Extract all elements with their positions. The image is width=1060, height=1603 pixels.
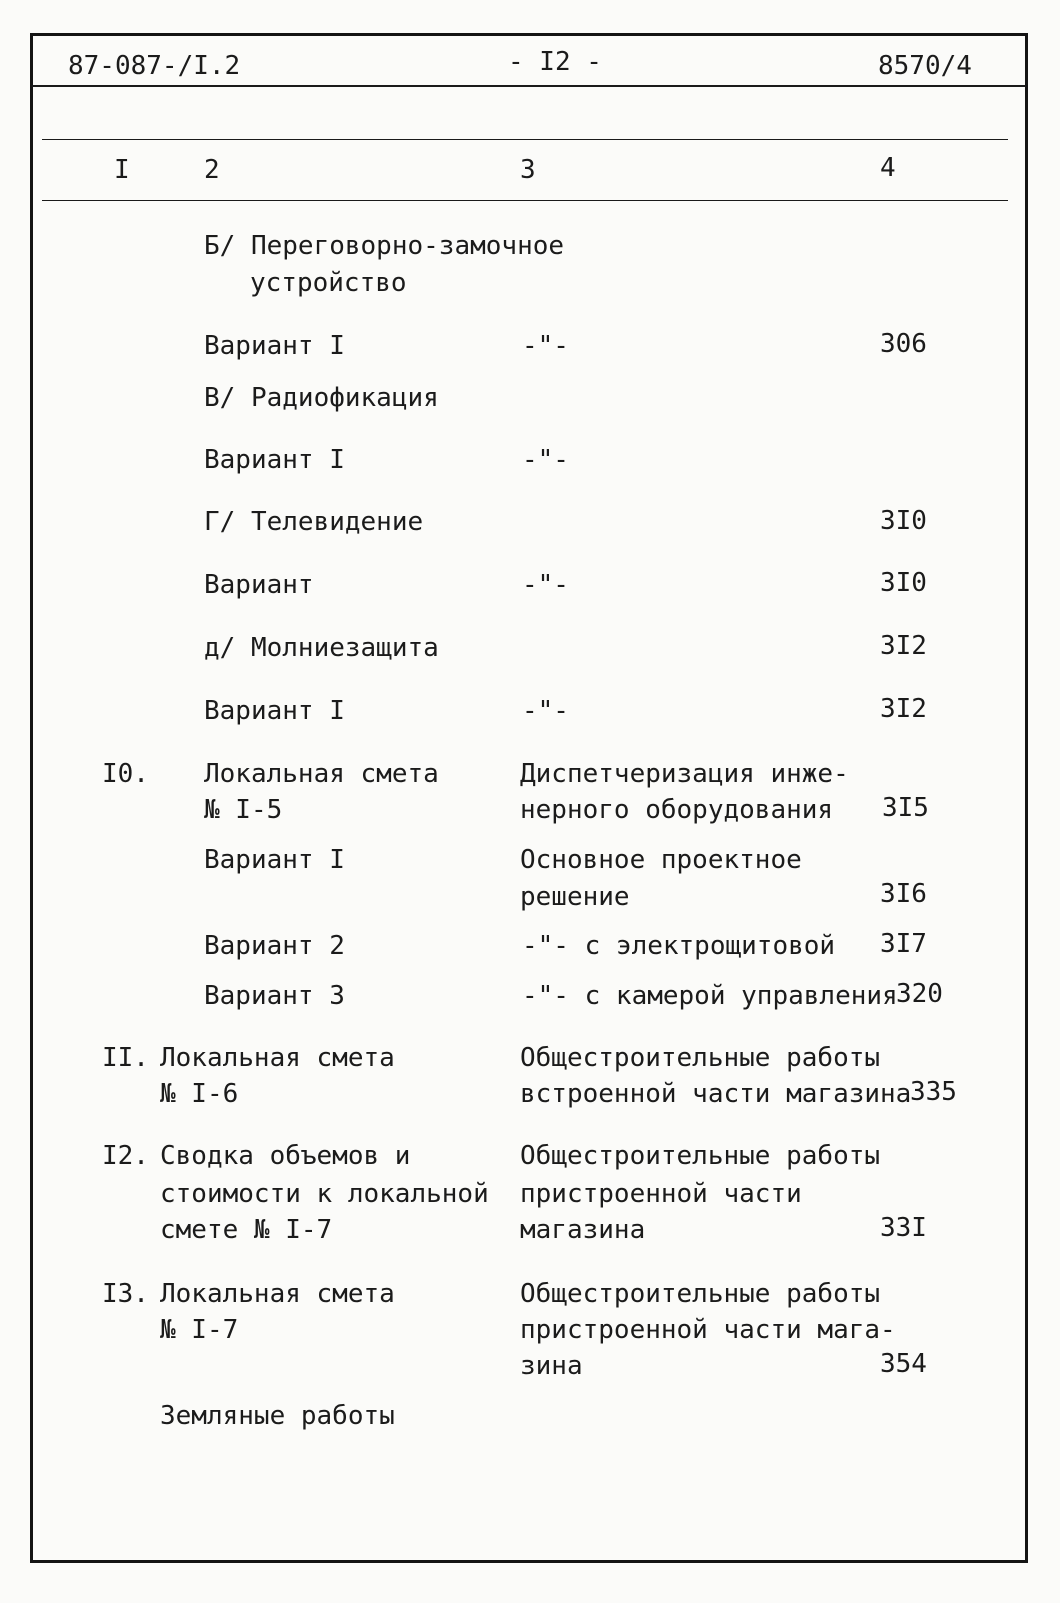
header-divider — [32, 85, 1026, 87]
row-desc: Локальная смета — [160, 1043, 395, 1073]
row-number: I3. — [102, 1279, 149, 1309]
row-note: Диспетчеризация инже- — [520, 759, 849, 789]
row-note: Общестроительные работы — [520, 1141, 881, 1171]
column-header-rule — [42, 200, 1008, 201]
row-desc: Вариант 2 — [204, 931, 345, 961]
table-top-rule — [42, 139, 1008, 140]
row-desc: В/ Радиофикация — [204, 383, 439, 413]
row-page: 306 — [880, 329, 927, 359]
row-note: -"- — [522, 331, 569, 361]
row-desc: Сводка объемов и — [160, 1141, 411, 1171]
row-note: встроенной части магазина — [520, 1079, 912, 1109]
row-desc: Локальная смета — [160, 1279, 395, 1309]
row-page: 3I0 — [880, 568, 927, 598]
column-header-2: 2 — [204, 155, 220, 185]
page-number: - I2 - — [508, 47, 602, 77]
row-desc: № I-7 — [160, 1315, 239, 1345]
row-note: -"- с камерой управления — [522, 981, 898, 1011]
row-note: Основное проектное — [520, 845, 802, 875]
row-desc: Вариант I — [204, 331, 345, 361]
row-page: 3I2 — [880, 631, 927, 661]
row-desc: д/ Молниезащита — [204, 633, 439, 663]
row-page: 3I7 — [880, 929, 927, 959]
row-number: I2. — [102, 1141, 149, 1171]
row-desc: смете № I-7 — [160, 1215, 333, 1245]
row-desc: Локальная смета — [204, 759, 439, 789]
row-page: 335 — [910, 1077, 957, 1107]
document-number: 8570/4 — [878, 51, 972, 81]
row-note: решение — [520, 882, 630, 912]
row-desc: Вариант I — [204, 845, 345, 875]
row-note: Общестроительные работы — [520, 1043, 881, 1073]
row-desc: Вариант I — [204, 696, 345, 726]
row-page: 33I — [880, 1213, 927, 1243]
row-note: -"- — [522, 445, 569, 475]
row-desc: Б/ Переговорно-замочное — [204, 231, 565, 261]
row-number: I0. — [102, 759, 149, 789]
column-header-1: I — [114, 155, 130, 185]
row-desc: Земляные работы — [160, 1401, 395, 1431]
row-note: пристроенной части мага- — [520, 1315, 896, 1345]
row-desc: стоимости к локальной — [160, 1179, 489, 1209]
row-desc: Вариант I — [204, 445, 345, 475]
row-note: -"- — [522, 570, 569, 600]
row-number: II. — [102, 1043, 149, 1073]
row-note: магазина — [520, 1215, 646, 1245]
row-desc: Вариант — [204, 570, 314, 600]
row-page: 3I5 — [882, 793, 929, 823]
row-page: 3I6 — [880, 879, 927, 909]
row-note: Общестроительные работы — [520, 1279, 881, 1309]
document-code: 87-087-/I.2 — [68, 51, 241, 81]
row-page: 3I2 — [880, 694, 927, 724]
row-page: 3I0 — [880, 506, 927, 536]
row-desc: № I-6 — [160, 1079, 239, 1109]
row-note: пристроенной части — [520, 1179, 802, 1209]
column-header-4: 4 — [880, 153, 896, 183]
row-page: 320 — [896, 979, 943, 1009]
row-desc: № I-5 — [204, 795, 283, 825]
row-desc: устройство — [250, 268, 407, 298]
row-desc: Вариант 3 — [204, 981, 345, 1011]
row-note: -"- — [522, 696, 569, 726]
column-header-3: 3 — [520, 155, 536, 185]
row-note: зина — [520, 1351, 583, 1381]
row-note: нерного оборудования — [520, 795, 834, 825]
row-page: 354 — [880, 1349, 927, 1379]
row-note: -"- с электрощитовой — [522, 931, 836, 961]
row-desc: Г/ Телевидение — [204, 507, 424, 537]
